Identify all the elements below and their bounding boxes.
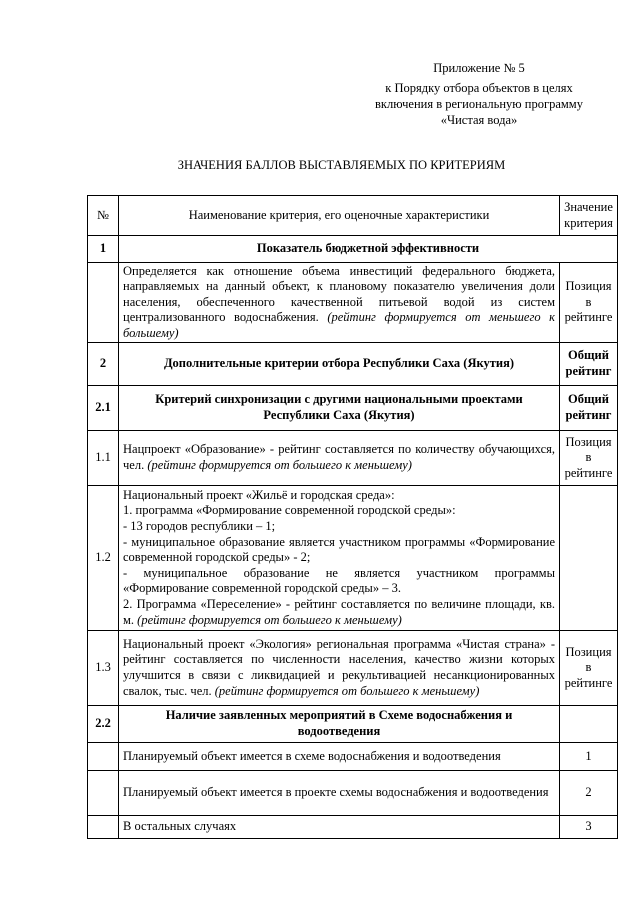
row-num [88, 771, 119, 816]
criterion-line: 1. программа «Формирование современной городской среды»: [123, 503, 456, 518]
row-num: 1.1 [88, 431, 119, 486]
criterion-value [560, 706, 618, 743]
criterion-value: 2 [560, 771, 618, 816]
header-value-line: Значение [564, 199, 613, 214]
value-line: Общий [568, 392, 609, 407]
criterion-text [119, 263, 560, 343]
value-line: Позиция [565, 644, 612, 659]
row-num [88, 816, 119, 839]
criterion-text [119, 431, 560, 486]
row-num: 2.2 [88, 706, 119, 743]
appendix-line: включения в региональную программу [375, 97, 583, 111]
criterion-description: 2. Программа «Переселение» - рейтинг составляется по величине площади, кв. м. [123, 596, 555, 627]
value-line: рейтинге [564, 465, 613, 480]
criterion-value [560, 386, 618, 431]
criterion-value [560, 631, 618, 706]
value-line: рейтинг [565, 408, 612, 422]
criterion-description: Нацпроект «Образование» - рейтинг составляется по количеству обучающихся, чел. [123, 442, 555, 472]
table-row [88, 236, 618, 263]
header-name: Наименование критерия, его оценочные характеристики [119, 196, 560, 236]
criterion-value [560, 263, 618, 343]
value-line: рейтинг [565, 364, 612, 378]
row-num: 1.3 [88, 631, 119, 706]
appendix-line: «Чистая вода» [440, 113, 518, 127]
section-title: Дополнительные критерии отбора Республики Саха (Якутия) [119, 343, 560, 386]
row-num: 2.1 [88, 386, 119, 431]
criterion-note: (рейтинг формируется от большего к меньшему) [147, 458, 412, 472]
row-num: 1 [88, 236, 119, 263]
table-row [88, 343, 618, 386]
criterion-value [560, 431, 618, 486]
table-header-row [88, 196, 618, 236]
criterion-description: Определяется как отношение объема инвестиций федерального бюджета, направляемых на данный объект, к плановому показателю увеличения доли населения, обеспеченного качественной питьевой водой из систем централизованного водоснабжения. [123, 263, 555, 325]
value-line: в [585, 450, 592, 465]
criterion-line: - муниципальное образование является участником программы «Формирование современной городской среды» - 2; [123, 534, 555, 565]
value-line: в [585, 294, 592, 309]
row-num [88, 743, 119, 771]
table-row [88, 706, 618, 743]
criterion-note: (рейтинг формируется от большего к меньшему) [137, 612, 402, 627]
value-line: рейтинге [564, 310, 613, 325]
criterion-value [560, 343, 618, 386]
table-row [88, 263, 618, 343]
criterion-text: В остальных случаях [119, 816, 560, 839]
appendix-line: к Порядку отбора объектов в целях [385, 81, 573, 95]
criteria-table [87, 195, 618, 839]
criterion-line [123, 597, 555, 628]
value-line: Общий [568, 348, 609, 363]
table-row [88, 431, 618, 486]
criterion-line: Национальный проект «Жильё и городская среда»: [123, 487, 395, 502]
appendix-header [359, 60, 599, 128]
value-line: Позиция [565, 279, 612, 294]
criterion-text [119, 631, 560, 706]
header-num: № [88, 196, 119, 236]
table-row [88, 771, 618, 816]
header-value [560, 196, 618, 236]
value-line: Позиция [565, 434, 612, 449]
criterion-note: (рейтинг формируется от меньшего к большему) [123, 310, 555, 340]
table-row [88, 386, 618, 431]
criterion-value: 1 [560, 743, 618, 771]
value-line: в [585, 660, 592, 675]
document-title: ЗНАЧЕНИЯ БАЛЛОВ ВЫСТАВЛЯЕМЫХ ПО КРИТЕРИЯМ [177, 158, 506, 172]
row-num: 1.2 [88, 486, 119, 631]
table-row [88, 816, 618, 839]
criterion-value [560, 486, 618, 631]
table-row [88, 743, 618, 771]
criterion-text: Планируемый объект имеется в проекте схемы водоснабжения и водоотведения [119, 771, 560, 816]
criterion-text [119, 486, 560, 631]
value-line: рейтинге [564, 675, 613, 690]
criterion-description: Национальный проект «Экология» региональная программа «Чистая страна» - рейтинг составляется по численности населения, качество жизни которых улучшится в связи с ликвидацией и рекультивацией несанкционированных свалок, тыс. чел. [123, 636, 555, 698]
section-title: Наличие заявленных мероприятий в Схеме водоснабжения и водоотведения [119, 706, 560, 743]
table-row [88, 486, 618, 631]
section-title: Критерий синхронизации с другими национальными проектами Республики Саха (Якутия) [119, 386, 560, 431]
section-title: Показатель бюджетной эффективности [119, 236, 618, 263]
header-value-line: критерия [564, 215, 613, 230]
criterion-note: (рейтинг формируется от большего к меньшему) [214, 683, 480, 698]
table-row [88, 631, 618, 706]
criterion-text: Планируемый объект имеется в схеме водоснабжения и водоотведения [119, 743, 560, 771]
criterion-line: - 13 городов республики – 1; [123, 519, 276, 534]
criterion-line: - муниципальное образование не является участником программы «Формирование современной городской среды» – 3. [123, 565, 555, 596]
row-num [88, 263, 119, 343]
row-num: 2 [88, 343, 119, 386]
criterion-value: 3 [560, 816, 618, 839]
appendix-number: Приложение № 5 [433, 61, 525, 75]
